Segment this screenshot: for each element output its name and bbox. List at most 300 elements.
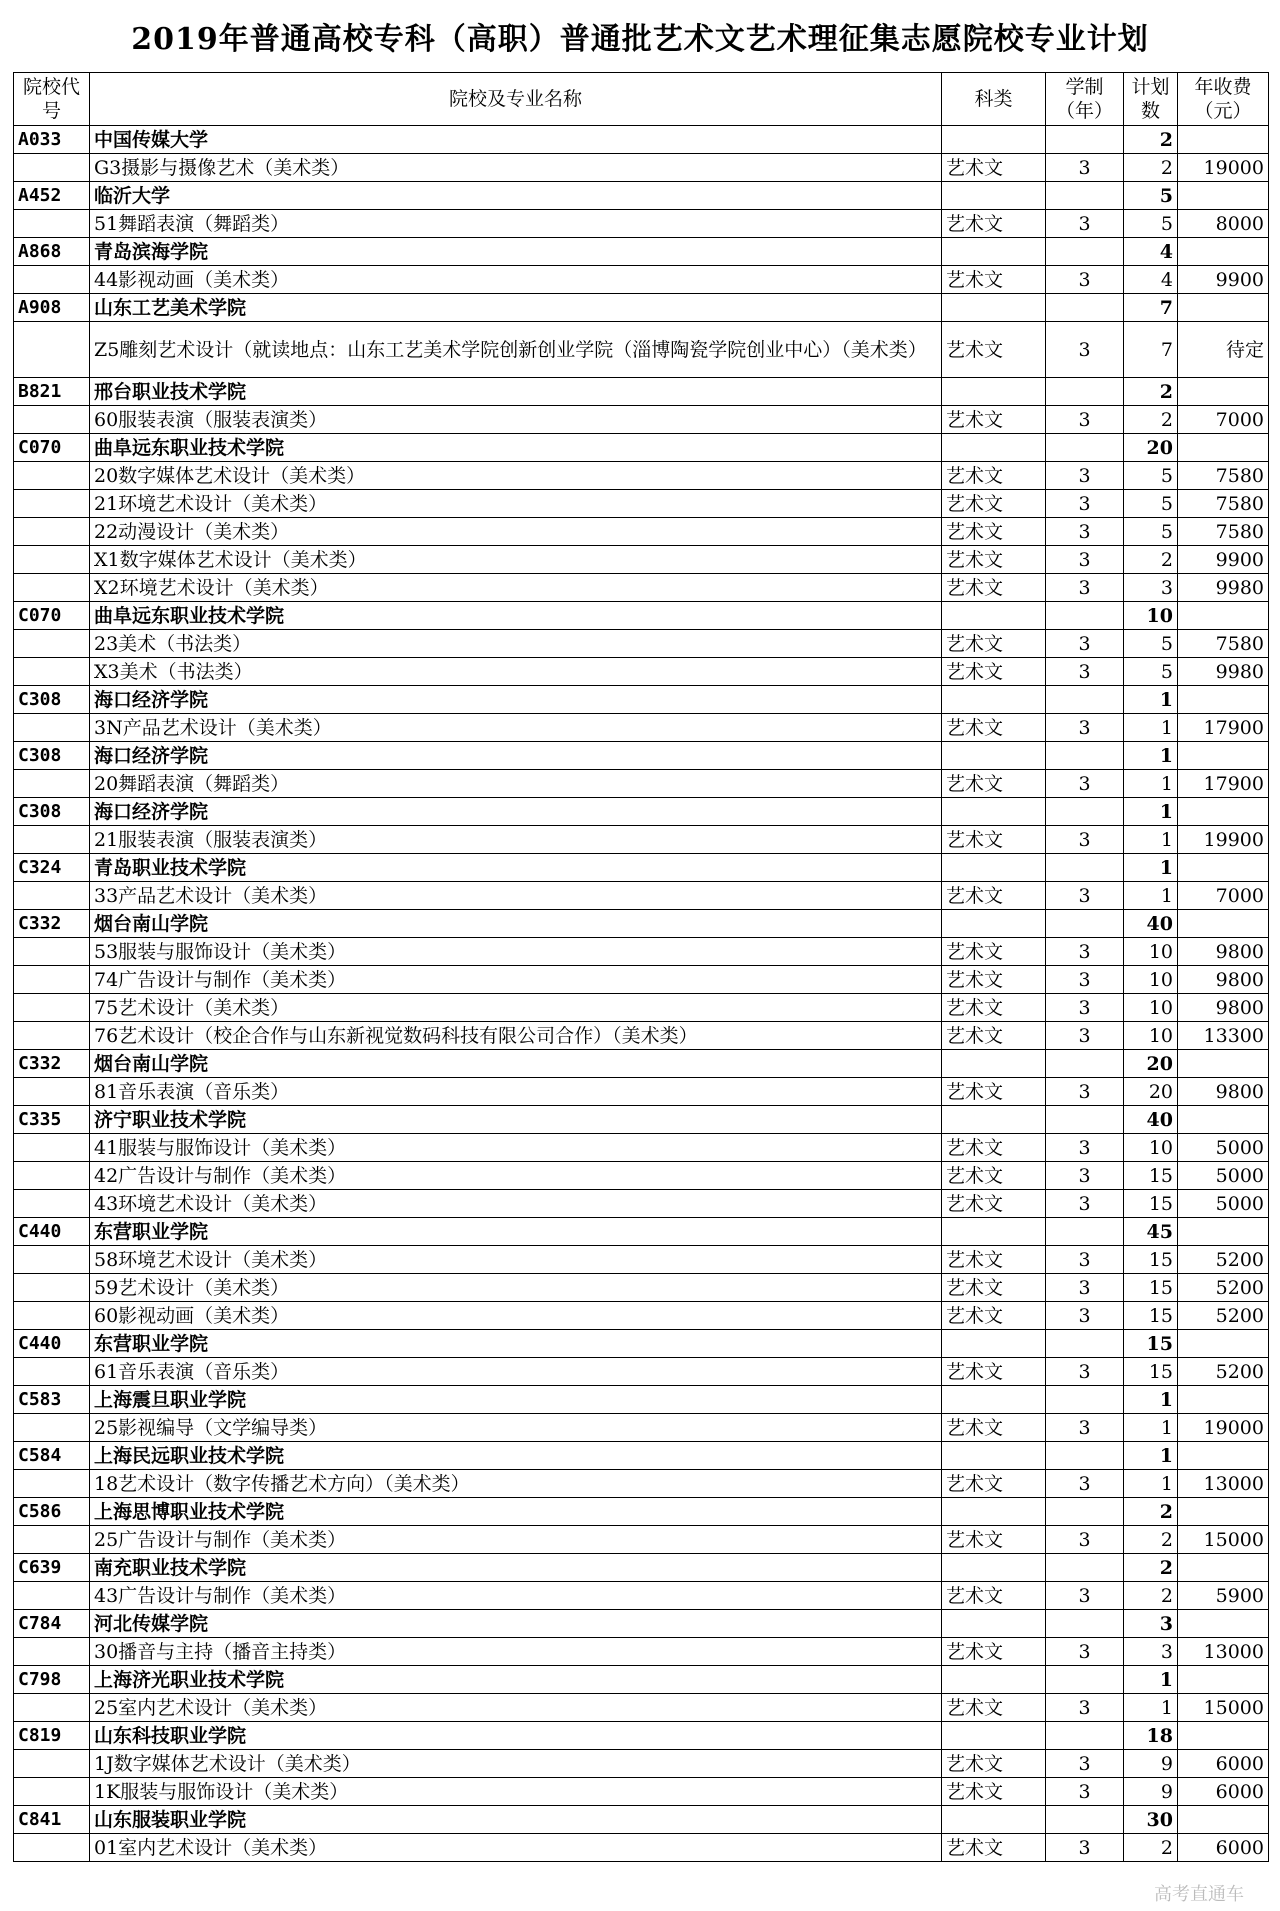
plan-cell: 7 [1124, 322, 1178, 378]
plan-cell: 2 [1124, 126, 1178, 154]
code-cell [14, 1022, 90, 1050]
plan-table [13, 72, 1269, 1862]
years-cell [1046, 742, 1124, 770]
years-cell [1046, 1554, 1124, 1582]
years-cell [1046, 1386, 1124, 1414]
name-cell: 海口经济学院 [90, 798, 942, 826]
years-cell: 3 [1046, 770, 1124, 798]
page-title: 2019年普通高校专科（高职）普通批艺术文艺术理征集志愿院校专业计划 [131, 22, 1149, 57]
fee-cell: 7000 [1178, 882, 1269, 910]
name-cell: 山东工艺美术学院 [90, 294, 942, 322]
name-cell: 43广告设计与制作（美术类） [90, 1582, 942, 1610]
name-cell: 山东科技职业学院 [90, 1722, 942, 1750]
code-cell: A908 [14, 294, 90, 322]
name-cell: 74广告设计与制作（美术类） [90, 966, 942, 994]
category-cell: 艺术文 [942, 546, 1046, 574]
name-cell: 山东服装职业学院 [90, 1806, 942, 1834]
years-cell: 3 [1046, 966, 1124, 994]
fee-cell: 7580 [1178, 462, 1269, 490]
major-row [14, 490, 1269, 518]
fee-cell: 5900 [1178, 1582, 1269, 1610]
code-cell [14, 546, 90, 574]
plan-cell: 20 [1124, 1050, 1178, 1078]
category-cell [942, 126, 1046, 154]
name-cell: 21环境艺术设计（美术类） [90, 490, 942, 518]
fee-cell [1178, 686, 1269, 714]
major-row [14, 1078, 1269, 1106]
category-cell: 艺术文 [942, 406, 1046, 434]
fee-cell [1178, 378, 1269, 406]
school-row [14, 1330, 1269, 1358]
name-cell: 22动漫设计（美术类） [90, 518, 942, 546]
category-cell: 艺术文 [942, 518, 1046, 546]
fee-cell: 13300 [1178, 1022, 1269, 1050]
years-cell [1046, 238, 1124, 266]
years-cell [1046, 798, 1124, 826]
major-row [14, 1162, 1269, 1190]
fee-cell [1178, 602, 1269, 630]
category-cell [942, 434, 1046, 462]
fee-cell: 待定 [1178, 322, 1269, 378]
category-cell [942, 1386, 1046, 1414]
years-cell: 3 [1046, 1190, 1124, 1218]
school-row [14, 686, 1269, 714]
code-cell: C586 [14, 1498, 90, 1526]
fee-cell: 5000 [1178, 1190, 1269, 1218]
category-cell [942, 602, 1046, 630]
name-cell: 23美术（书法类） [90, 630, 942, 658]
code-cell [14, 1134, 90, 1162]
category-cell: 艺术文 [942, 1302, 1046, 1330]
years-cell: 3 [1046, 518, 1124, 546]
name-cell: Z5雕刻艺术设计（就读地点：山东工艺美术学院创新创业学院（淄博陶瓷学院创业中心）（美术类） [90, 322, 942, 378]
table-header-row [14, 73, 1269, 126]
category-cell: 艺术文 [942, 1750, 1046, 1778]
name-cell: 60服装表演（服装表演类） [90, 406, 942, 434]
years-cell: 3 [1046, 1470, 1124, 1498]
name-cell: 烟台南山学院 [90, 910, 942, 938]
years-cell [1046, 1666, 1124, 1694]
years-cell: 3 [1046, 1778, 1124, 1806]
name-cell: 上海思博职业技术学院 [90, 1498, 942, 1526]
school-row [14, 602, 1269, 630]
fee-cell [1178, 434, 1269, 462]
code-cell [14, 882, 90, 910]
major-row [14, 1302, 1269, 1330]
plan-cell: 1 [1124, 714, 1178, 742]
name-cell: 59艺术设计（美术类） [90, 1274, 942, 1302]
plan-cell: 20 [1124, 434, 1178, 462]
category-cell [942, 1610, 1046, 1638]
years-cell [1046, 434, 1124, 462]
fee-cell: 9800 [1178, 966, 1269, 994]
name-cell: 33产品艺术设计（美术类） [90, 882, 942, 910]
years-cell [1046, 854, 1124, 882]
fee-cell: 9800 [1178, 938, 1269, 966]
years-cell: 3 [1046, 1078, 1124, 1106]
code-cell: C332 [14, 910, 90, 938]
years-cell: 3 [1046, 714, 1124, 742]
category-cell: 艺术文 [942, 1638, 1046, 1666]
plan-cell: 10 [1124, 1134, 1178, 1162]
fee-cell: 19000 [1178, 1414, 1269, 1442]
school-row [14, 1106, 1269, 1134]
code-cell: C584 [14, 1442, 90, 1470]
category-cell [942, 1554, 1046, 1582]
code-cell [14, 406, 90, 434]
years-cell [1046, 182, 1124, 210]
years-cell: 3 [1046, 630, 1124, 658]
school-row [14, 238, 1269, 266]
plan-cell: 1 [1124, 826, 1178, 854]
school-row [14, 434, 1269, 462]
major-row [14, 322, 1269, 378]
name-cell: 1J数字媒体艺术设计（美术类） [90, 1750, 942, 1778]
table-body [14, 126, 1269, 1862]
code-cell [14, 770, 90, 798]
plan-cell: 2 [1124, 1834, 1178, 1862]
major-row [14, 546, 1269, 574]
fee-cell: 9800 [1178, 1078, 1269, 1106]
code-cell [14, 1778, 90, 1806]
category-cell: 艺术文 [942, 1470, 1046, 1498]
fee-cell: 5000 [1178, 1162, 1269, 1190]
header-category: 科类 [942, 73, 1046, 126]
name-cell: 21服装表演（服装表演类） [90, 826, 942, 854]
fee-cell: 6000 [1178, 1778, 1269, 1806]
plan-cell: 10 [1124, 938, 1178, 966]
code-cell [14, 630, 90, 658]
years-cell [1046, 910, 1124, 938]
years-cell [1046, 378, 1124, 406]
name-cell: 曲阜远东职业技术学院 [90, 434, 942, 462]
major-row [14, 1274, 1269, 1302]
header-code: 院校代号 [14, 73, 90, 126]
name-cell: G3摄影与摄像艺术（美术类） [90, 154, 942, 182]
category-cell: 艺术文 [942, 322, 1046, 378]
code-cell: C819 [14, 1722, 90, 1750]
code-cell [14, 462, 90, 490]
category-cell: 艺术文 [942, 1022, 1046, 1050]
major-row [14, 518, 1269, 546]
plan-cell: 1 [1124, 1386, 1178, 1414]
name-cell: 61音乐表演（音乐类） [90, 1358, 942, 1386]
plan-cell: 18 [1124, 1722, 1178, 1750]
code-cell: C639 [14, 1554, 90, 1582]
plan-cell: 3 [1124, 1610, 1178, 1638]
category-cell [942, 742, 1046, 770]
major-row [14, 826, 1269, 854]
code-cell [14, 1582, 90, 1610]
name-cell: 41服装与服饰设计（美术类） [90, 1134, 942, 1162]
name-cell: 25室内艺术设计（美术类） [90, 1694, 942, 1722]
code-cell [14, 322, 90, 378]
category-cell: 艺术文 [942, 1134, 1046, 1162]
code-cell [14, 1190, 90, 1218]
name-cell: 海口经济学院 [90, 686, 942, 714]
major-row [14, 574, 1269, 602]
years-cell: 3 [1046, 1638, 1124, 1666]
name-cell: 1K服装与服饰设计（美术类） [90, 1778, 942, 1806]
plan-cell: 2 [1124, 1498, 1178, 1526]
fee-cell: 15000 [1178, 1526, 1269, 1554]
school-row [14, 182, 1269, 210]
fee-cell [1178, 1218, 1269, 1246]
category-cell: 艺术文 [942, 658, 1046, 686]
name-cell: 60影视动画（美术类） [90, 1302, 942, 1330]
plan-cell: 15 [1124, 1274, 1178, 1302]
code-cell [14, 1162, 90, 1190]
school-row [14, 1218, 1269, 1246]
header-years: 学制（年） [1046, 73, 1124, 126]
header-fee: 年收费（元） [1178, 73, 1269, 126]
category-cell: 艺术文 [942, 1246, 1046, 1274]
code-cell [14, 994, 90, 1022]
code-cell: C332 [14, 1050, 90, 1078]
code-cell: C841 [14, 1806, 90, 1834]
code-cell [14, 714, 90, 742]
years-cell: 3 [1046, 406, 1124, 434]
name-cell: 上海民远职业技术学院 [90, 1442, 942, 1470]
category-cell: 艺术文 [942, 210, 1046, 238]
major-row [14, 1778, 1269, 1806]
code-cell [14, 1638, 90, 1666]
major-row [14, 1246, 1269, 1274]
years-cell: 3 [1046, 1246, 1124, 1274]
watermark-text: 高考直通车 [1154, 1884, 1244, 1905]
years-cell: 3 [1046, 322, 1124, 378]
years-cell [1046, 1218, 1124, 1246]
category-cell: 艺术文 [942, 1190, 1046, 1218]
fee-cell [1178, 1554, 1269, 1582]
code-cell [14, 1246, 90, 1274]
name-cell: 中国传媒大学 [90, 126, 942, 154]
plan-cell: 1 [1124, 742, 1178, 770]
fee-cell [1178, 742, 1269, 770]
school-row [14, 910, 1269, 938]
category-cell [942, 1442, 1046, 1470]
code-cell [14, 490, 90, 518]
plan-cell: 3 [1124, 1638, 1178, 1666]
fee-cell [1178, 1050, 1269, 1078]
major-row [14, 462, 1269, 490]
major-row [14, 994, 1269, 1022]
plan-cell: 15 [1124, 1358, 1178, 1386]
school-row [14, 798, 1269, 826]
fee-cell: 17900 [1178, 714, 1269, 742]
fee-cell: 9980 [1178, 574, 1269, 602]
plan-cell: 1 [1124, 686, 1178, 714]
plan-cell: 10 [1124, 994, 1178, 1022]
category-cell [942, 854, 1046, 882]
major-row [14, 770, 1269, 798]
school-row [14, 1722, 1269, 1750]
fee-cell [1178, 910, 1269, 938]
code-cell: C583 [14, 1386, 90, 1414]
code-cell [14, 966, 90, 994]
years-cell [1046, 1330, 1124, 1358]
major-row [14, 1190, 1269, 1218]
major-row [14, 1834, 1269, 1862]
plan-cell: 15 [1124, 1190, 1178, 1218]
code-cell [14, 1414, 90, 1442]
name-cell: 25影视编导（文学编导类） [90, 1414, 942, 1442]
plan-cell: 40 [1124, 1106, 1178, 1134]
school-row [14, 742, 1269, 770]
fee-cell [1178, 798, 1269, 826]
code-cell: C440 [14, 1218, 90, 1246]
category-cell: 艺术文 [942, 1414, 1046, 1442]
years-cell: 3 [1046, 1022, 1124, 1050]
fee-cell: 5000 [1178, 1134, 1269, 1162]
plan-cell: 2 [1124, 546, 1178, 574]
name-cell: 海口经济学院 [90, 742, 942, 770]
school-row [14, 294, 1269, 322]
plan-cell: 1 [1124, 1666, 1178, 1694]
school-row [14, 1610, 1269, 1638]
name-cell: 75艺术设计（美术类） [90, 994, 942, 1022]
plan-cell: 30 [1124, 1806, 1178, 1834]
major-row [14, 1134, 1269, 1162]
category-cell: 艺术文 [942, 154, 1046, 182]
name-cell: 58环境艺术设计（美术类） [90, 1246, 942, 1274]
category-cell: 艺术文 [942, 826, 1046, 854]
plan-cell: 10 [1124, 602, 1178, 630]
name-cell: 烟台南山学院 [90, 1050, 942, 1078]
plan-cell: 15 [1124, 1162, 1178, 1190]
code-cell: C070 [14, 434, 90, 462]
major-row [14, 406, 1269, 434]
major-row [14, 714, 1269, 742]
fee-cell [1178, 1330, 1269, 1358]
major-row [14, 938, 1269, 966]
major-row [14, 1358, 1269, 1386]
category-cell: 艺术文 [942, 1834, 1046, 1862]
category-cell [942, 1806, 1046, 1834]
plan-cell: 10 [1124, 1022, 1178, 1050]
name-cell: 济宁职业技术学院 [90, 1106, 942, 1134]
category-cell [942, 1498, 1046, 1526]
plan-cell: 1 [1124, 882, 1178, 910]
fee-cell [1178, 1106, 1269, 1134]
code-cell: A033 [14, 126, 90, 154]
category-cell: 艺术文 [942, 1582, 1046, 1610]
name-cell: 东营职业学院 [90, 1330, 942, 1358]
code-cell: C784 [14, 1610, 90, 1638]
plan-cell: 5 [1124, 210, 1178, 238]
fee-cell [1178, 1442, 1269, 1470]
years-cell: 3 [1046, 658, 1124, 686]
years-cell [1046, 1050, 1124, 1078]
code-cell [14, 826, 90, 854]
years-cell [1046, 1106, 1124, 1134]
category-cell: 艺术文 [942, 1078, 1046, 1106]
name-cell: 南充职业技术学院 [90, 1554, 942, 1582]
fee-cell: 13000 [1178, 1470, 1269, 1498]
fee-cell: 9980 [1178, 658, 1269, 686]
category-cell [942, 182, 1046, 210]
category-cell [942, 294, 1046, 322]
code-cell [14, 210, 90, 238]
plan-cell: 10 [1124, 966, 1178, 994]
fee-cell: 7580 [1178, 630, 1269, 658]
years-cell [1046, 1806, 1124, 1834]
plan-cell: 20 [1124, 1078, 1178, 1106]
fee-cell: 9900 [1178, 546, 1269, 574]
name-cell: 42广告设计与制作（美术类） [90, 1162, 942, 1190]
years-cell: 3 [1046, 1526, 1124, 1554]
code-cell [14, 574, 90, 602]
fee-cell [1178, 1498, 1269, 1526]
category-cell: 艺术文 [942, 938, 1046, 966]
name-cell: X3美术（书法类） [90, 658, 942, 686]
category-cell: 艺术文 [942, 714, 1046, 742]
school-row [14, 1386, 1269, 1414]
years-cell: 3 [1046, 574, 1124, 602]
major-row [14, 966, 1269, 994]
major-row [14, 154, 1269, 182]
plan-cell: 2 [1124, 154, 1178, 182]
fee-cell [1178, 854, 1269, 882]
name-cell: 51舞蹈表演（舞蹈类） [90, 210, 942, 238]
category-cell: 艺术文 [942, 1274, 1046, 1302]
name-cell: 东营职业学院 [90, 1218, 942, 1246]
years-cell: 3 [1046, 266, 1124, 294]
major-row [14, 1022, 1269, 1050]
years-cell: 3 [1046, 210, 1124, 238]
plan-cell: 5 [1124, 518, 1178, 546]
years-cell: 3 [1046, 1358, 1124, 1386]
name-cell: 44影视动画（美术类） [90, 266, 942, 294]
category-cell [942, 238, 1046, 266]
school-row [14, 1554, 1269, 1582]
years-cell [1046, 602, 1124, 630]
fee-cell [1178, 1610, 1269, 1638]
school-row [14, 1050, 1269, 1078]
code-cell [14, 938, 90, 966]
plan-cell: 15 [1124, 1302, 1178, 1330]
fee-cell: 5200 [1178, 1246, 1269, 1274]
years-cell: 3 [1046, 1750, 1124, 1778]
code-cell: A452 [14, 182, 90, 210]
fee-cell: 15000 [1178, 1694, 1269, 1722]
years-cell: 3 [1046, 1694, 1124, 1722]
code-cell: C324 [14, 854, 90, 882]
years-cell [1046, 1722, 1124, 1750]
fee-cell: 7000 [1178, 406, 1269, 434]
years-cell: 3 [1046, 1582, 1124, 1610]
major-row [14, 266, 1269, 294]
plan-cell: 5 [1124, 182, 1178, 210]
major-row [14, 1638, 1269, 1666]
category-cell [942, 1106, 1046, 1134]
category-cell [942, 686, 1046, 714]
name-cell: 上海震旦职业学院 [90, 1386, 942, 1414]
code-cell [14, 1470, 90, 1498]
category-cell: 艺术文 [942, 882, 1046, 910]
plan-cell: 5 [1124, 462, 1178, 490]
plan-cell: 45 [1124, 1218, 1178, 1246]
fee-cell: 7580 [1178, 518, 1269, 546]
years-cell: 3 [1046, 1162, 1124, 1190]
category-cell: 艺术文 [942, 1694, 1046, 1722]
code-cell [14, 1358, 90, 1386]
category-cell: 艺术文 [942, 1358, 1046, 1386]
name-cell: 01室内艺术设计（美术类） [90, 1834, 942, 1862]
major-row [14, 1694, 1269, 1722]
years-cell: 3 [1046, 154, 1124, 182]
fee-cell [1178, 1806, 1269, 1834]
